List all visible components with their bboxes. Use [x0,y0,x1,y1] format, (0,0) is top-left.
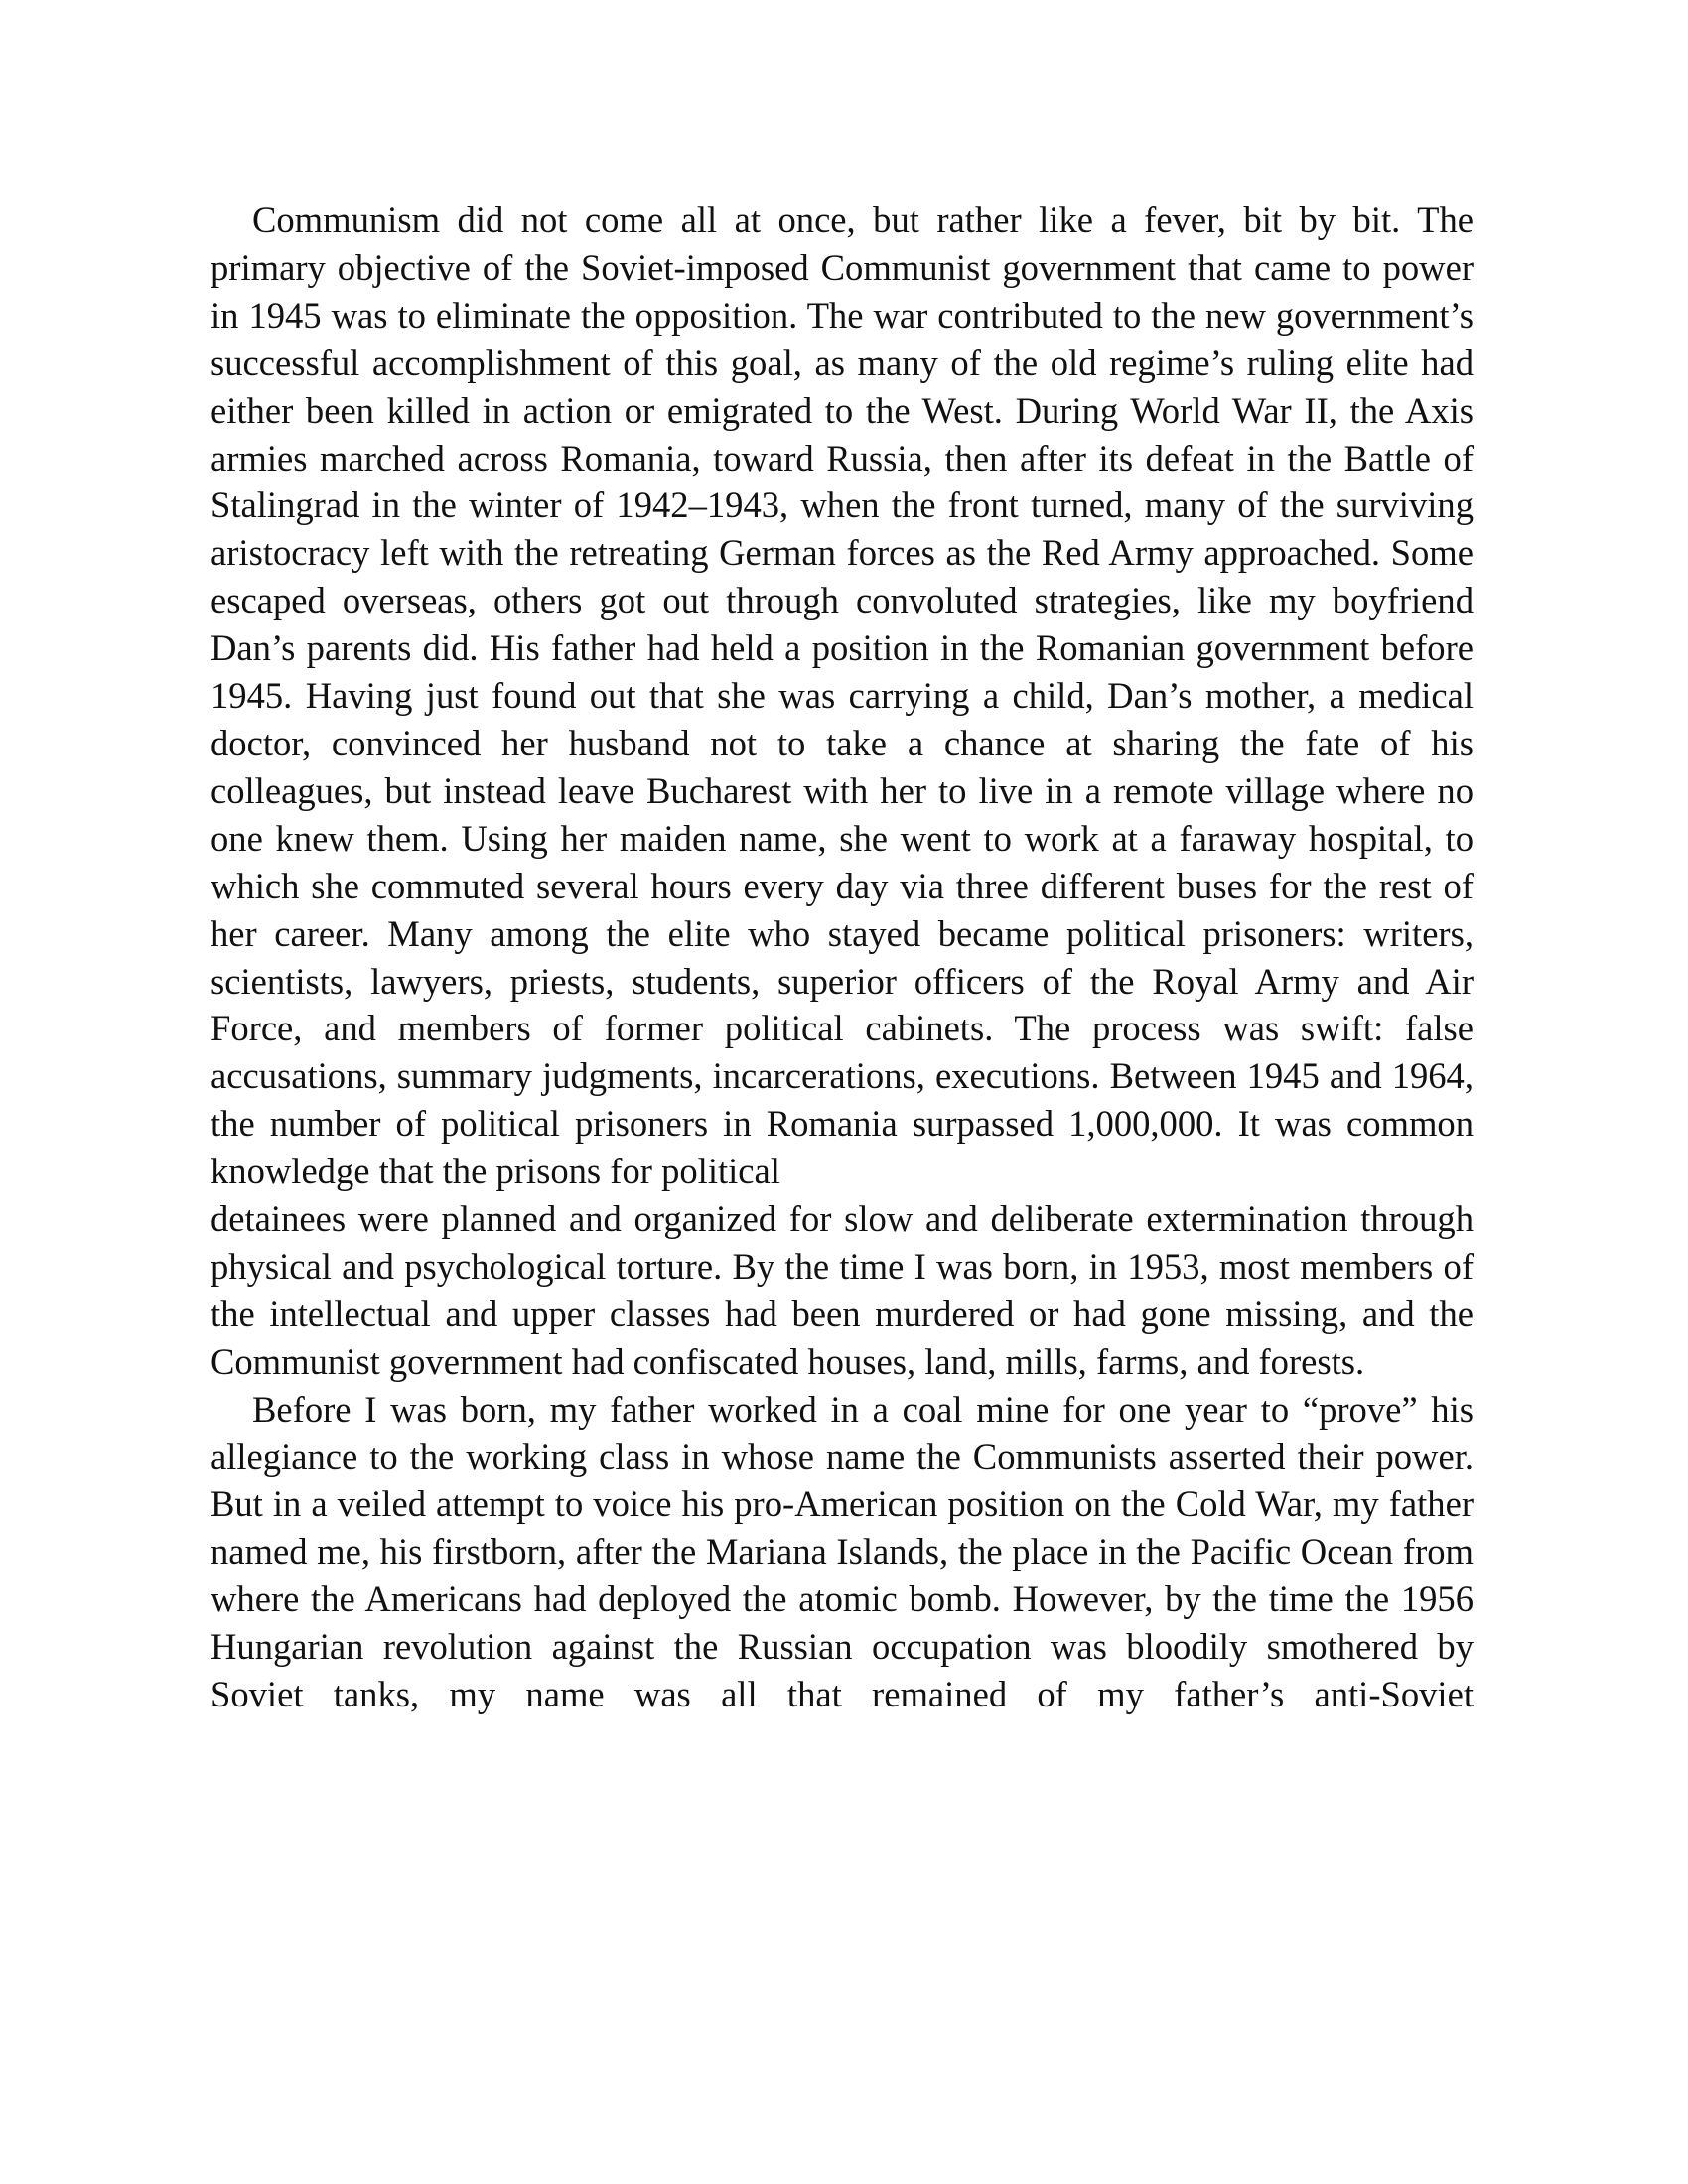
paragraph-detainees: detainees were planned and organized for slow and deliberate extermination through physical and psychological torture. By the time I was born, in 1953, most members of the intellectual and upper classes had been murdered or had gone missing, and the Communist government had confiscated houses, land, mills, farms, and forests. [211,1198,1474,1382]
paragraph-communism: Communism did not come all at once, but rather like a fever, bit by bit. The primary objective of the Soviet-imposed Communist government that came to power in 1945 was to eliminate the opposition. The war contributed to the new government’s successful accomplishment of this goal, as many of the old regime’s ruling elite had either been killed in action or emigrated to the West. During World War II, the Axis armies marched across Romania, toward Russia, then after its defeat in the Battle of Stalingrad in the winter of 1942–1943, when the front turned, many of the surviving aristocracy left with the retreating German forces as the Red Army approached. Some escaped overseas, others got out through convoluted strategies, like my boyfriend Dan’s parents did. His father had held a position in the Romanian government before 1945. Having just found out that she was carrying a child, Dan’s mother, a medical doctor, convinced her husband not to take a chance at sharing the fate of his colleagues, but instead leave Bucharest with her to live in a remote village where no one knew them. Using her maiden name, she went to work at a faraway hospital, to which she commuted several hours every day via three different buses for the rest of her career. Many among the elite who stayed became political prisoners: writers, scientists, lawyers, priests, students, superior officers of the Royal Army and Air Force, and members of former political cabinets. The process was swift: false accusations, summary judgments, incarcerations, executions. Between 1945 and 1964, the number of political prisoners in Romania surpassed 1,000,000. It was common knowledge that the prisons for political [211,200,1474,1192]
page-body [211,197,1474,1718]
paragraph-father: Before I was born, my father worked in a coal mine for one year to “prove” his allegiance to the working class in whose name the Communists asserted their power. But in a veiled attempt to voice his pro-American position on the Cold War, my father named me, his firstborn, after the Mariana Islands, the place in the Pacific Ocean from where the Americans had deployed the atomic bomb. However, by the time the 1956 Hungarian revolution against the Russian occupation was bloodily smothered by Soviet tanks, my name was all that remained of my father’s anti-Soviet [211,1388,1474,1715]
